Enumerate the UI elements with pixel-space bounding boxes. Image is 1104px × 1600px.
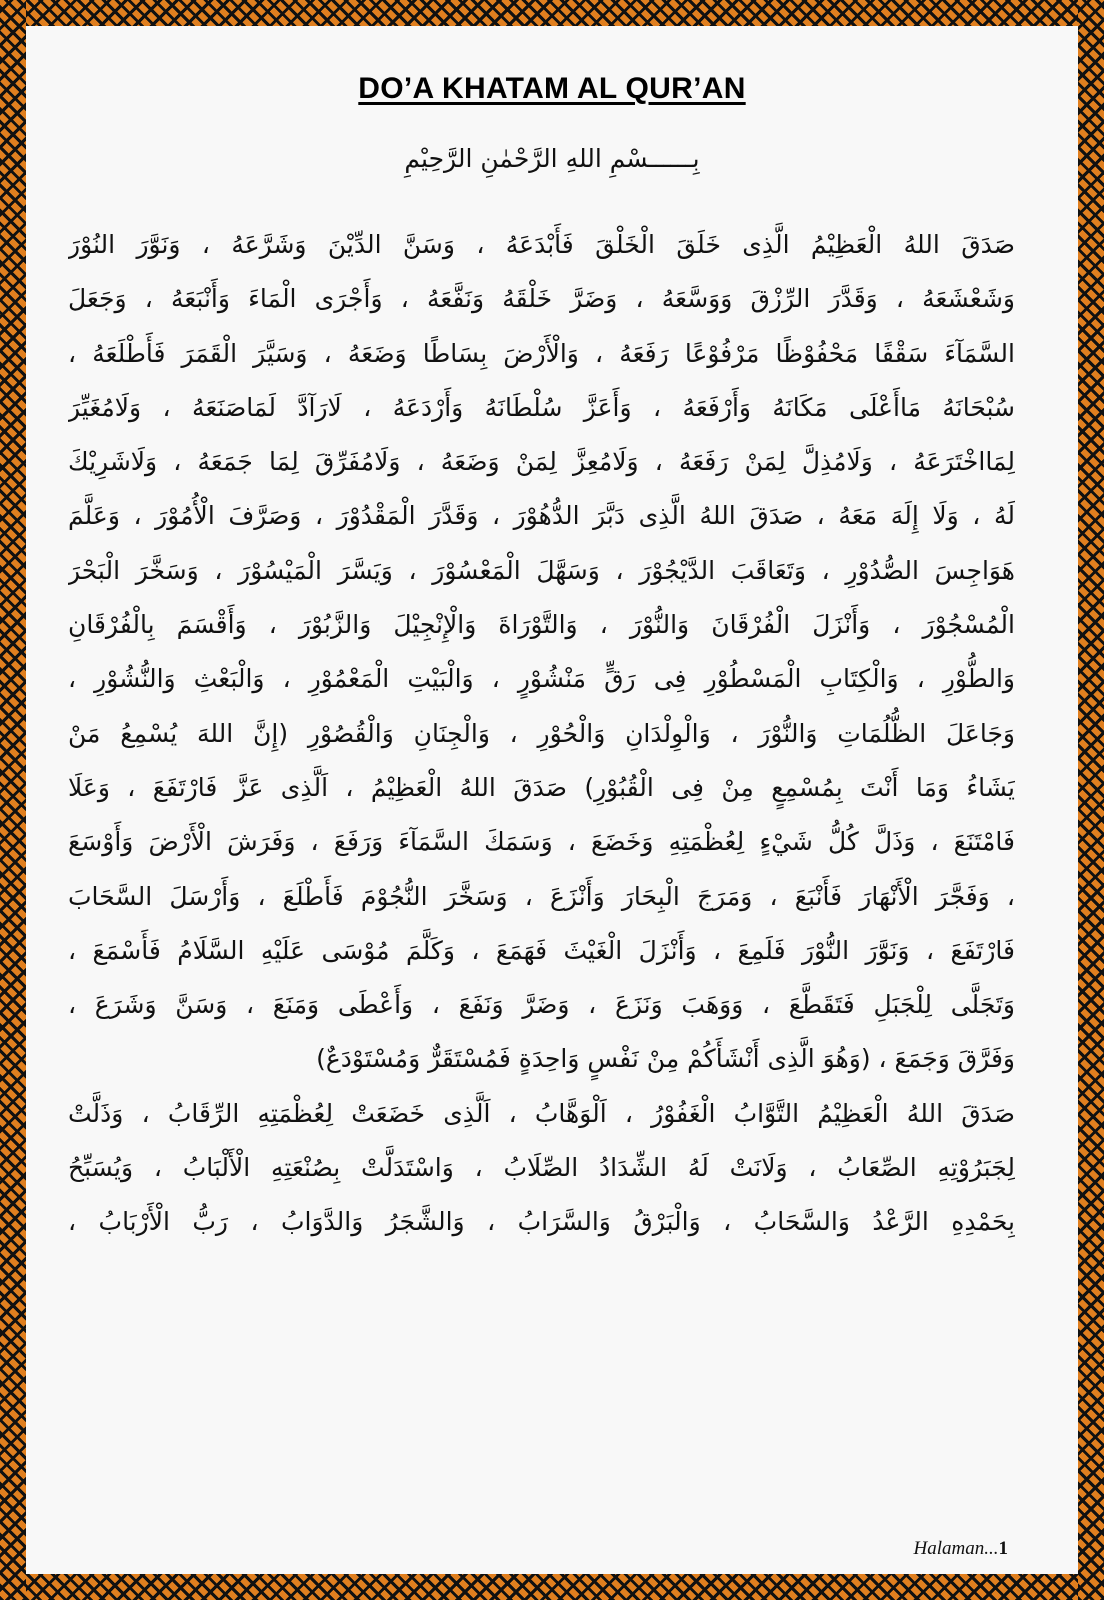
text-line: فَامْتَنَعَ ، وَذَلَّ كُلُّ شَيْءٍ لِعُظْمَتِهِ وَخَضَعَ ، وَسَمَكَ السَّمَآءَ وَرَفَعَ ، وَفَرَشَ الْأَرْضَ وَأَوْسَعَ [68,827,1015,857]
text-line: صَدَقَ اللهُ الْعَظِيْمُ الَّذِى خَلَقَ الْخَلْقَ فَأَبْدَعَهُ ، وَسَنَّ الدِّيْنَ وَشَرَّعَهُ ، وَنَوَّرَ النُوْرَ [68,230,1015,259]
text-line: لِجَبَرُوْتِهِ الصِّعَابُ ، وَلَانَتْ لَهُ الشِّدَادُ الصِّلَابُ ، وَاسْتَدَلَّتْ بِصُنْعَتِهِ الْأَلْبَابُ ، وَيُسَبِّحُ [68,1153,1015,1183]
prayer-text-body [68,218,1015,1250]
basmala-heading: بِــــــسْمِ اللهِ الرَّحْمٰنِ الرَّحِيْمِ [404,144,700,173]
text-line: فَارْتَفَعَ ، وَنَوَّرَ النُّوْرَ فَلَمِعَ ، وَأَنْزَلَ الْغَيْثَ فَهَمَعَ ، وَكَلَّمَ مُوْسَى عَلَيْهِ السَّلَامُ فَأَسْمَعَ ، [68,935,1015,965]
page-number: 1 [998,1538,1008,1559]
text-line: وَشَعْشَعَهُ ، وَقَدَّرَ الرِّزْقَ وَوَسَّعَهُ ، وَضَرَّ خَلْقَهُ وَنَفَّعَهُ ، وَأَجْرَى الْمَاءَ وَأَنْبَعَهُ ، وَجَعَلَ [68,284,1015,314]
text-line: لِمَااخْتَرَعَهُ ، وَلَامُذِلَّ لِمَنْ رَفَعَهُ ، وَلَامُعِزَّ لِمَنْ وَضَعَهُ ، وَلَامُفَرِّقَ لِمَا جَمَعَهُ ، وَلَاشَرِيْكَ [68,447,1015,477]
text-line: صَدَقَ اللهُ الْعَظِيْمُ التَّوَّابُ الْغَفُوْرُ ، اَلْوَهَّابُ ، اَلَّذِى خَضَعَتْ لِعُظْمَتِهِ الرِّقَابُ ، وَذَلَّتْ [68,1098,1015,1128]
text-line: وَجَاعَلَ الظُّلُمَاتِ وَالنُّوْرَ ، وَالْوِلْدَانِ وَالْحُوْرِ ، وَالْجِنَانِ وَالْقُصُوْرِ (إِنَّ اللهَ يُسْمِعُ مَنْ [68,718,1015,748]
text-line: سُبْحَانَهُ مَاأَعْلَى مَكَانَهُ وَأَرْفَعَهُ ، وَأَعَزَّ سُلْطَانَهُ وَأَرْدَعَهُ ، لَارَآدَّ لَمَاصَنَعَهُ ، وَلَامُغَيِّرَ [68,392,1015,422]
text-line: السَّمَآءَ سَقْفًا مَحْفُوْظًا مَرْفُوْعًا رَفَعَهُ ، وَالْأَرْضَ بِسَاطًا وَضَعَهُ ، وَسَيَّرَ الْقَمَرَ فَأَطْلَعَهُ ، [68,338,1015,368]
document-page [26,26,1078,1574]
text-line: هَوَاجِسَ الصُّدُوْرِ ، وَتَعَاقَبَ الدَّيْجُوْرَ ، وَسَهَّلَ الْمَعْسُوْرَ ، وَيَسَّرَ الْمَيْسُوْرَ ، وَسَخَّرَ الْبَحْرَ [68,555,1015,585]
page-label: Halaman... [913,1538,999,1559]
text-line: يَشَاءُ وَمَا أَنْتَ بِمُسْمِعٍ مِنْ فِى الْقُبُوْرِ) صَدَقَ اللهُ الْعَظِيْمُ ، اَلَّذِى عَزَّ فَارْتَفَعَ ، وَعَلَا [68,772,1015,802]
text-line: بِحَمْدِهِ الرَّعْدُ وَالسَّحَابُ ، وَالْبَرْقُ وَالسَّرَابُ ، وَالشَّجَرُ وَالدَّوَابُ ، رَبُّ الْأَرْبَابُ ، [68,1207,1015,1237]
decorative-border-left [0,0,26,1600]
decorative-border-bottom [0,1574,1104,1600]
text-line: لَهُ ، وَلَا إِلَهَ مَعَهُ ، صَدَقَ اللهُ الَّذِى دَبَّرَ الدُّهُوْرَ ، وَقَدَّرَ الْمَقْدُوْرَ ، وَصَرَّفَ الْأُمُوْرَ ، وَعَلَّمَ [68,501,1015,531]
text-line: ، وَفَجَّرَ الْأَنْهَارَ فَأَنْبَعَ ، وَمَرَجَ الْبِحَارَ وَأَنْزَعَ ، وَسَخَّرَ النُّجُوْمَ فَأَطْلَعَ ، وَأَرْسَلَ السَّحَابَ [68,881,1015,911]
text-line: وَفَرَّقَ وَجَمَعَ ، (وَهُوَ الَّذِى أَنْشَأَكُمْ مِنْ نَفْسٍ وَاحِدَةٍ فَمُسْتَقَرٌّ وَمُسْتَوْدَعٌ) [316,1044,1015,1074]
text-line: وَتَجَلَّى لِلْجَبَلِ فَتَقَطَّعَ ، وَوَهَبَ وَنَزَعَ ، وَضَرَّ وَنَفَعَ ، وَأَعْطَى وَمَنَعَ ، وَسَنَّ وَشَرَعَ ، [68,990,1015,1020]
page-footer [914,1538,1008,1560]
text-line: وَالطُّوْرِ ، وَالْكِتَابِ الْمَسْطُوْرِ فِى رَقٍّ مَنْشُوْرٍ ، وَالْبَيْتِ الْمَعْمُوْرِ ، وَالْبَعْثِ وَالنُّشُوْرِ ، [68,664,1015,694]
text-line: الْمُسْجُوْرَ ، وَأَنْزَلَ الْفُرْقَانَ وَالنُّوْرَ ، وَالتَّوْرَاةَ وَالْإِنْجِيْلَ وَالزَّبُوْرَ ، وَأَقْسَمَ بِالْفُرْقَانِ [68,610,1015,640]
decorative-border-right [1078,0,1104,1600]
document-title: DO’A KHATAM AL QUR’AN [358,72,746,105]
decorative-border-top [0,0,1104,26]
